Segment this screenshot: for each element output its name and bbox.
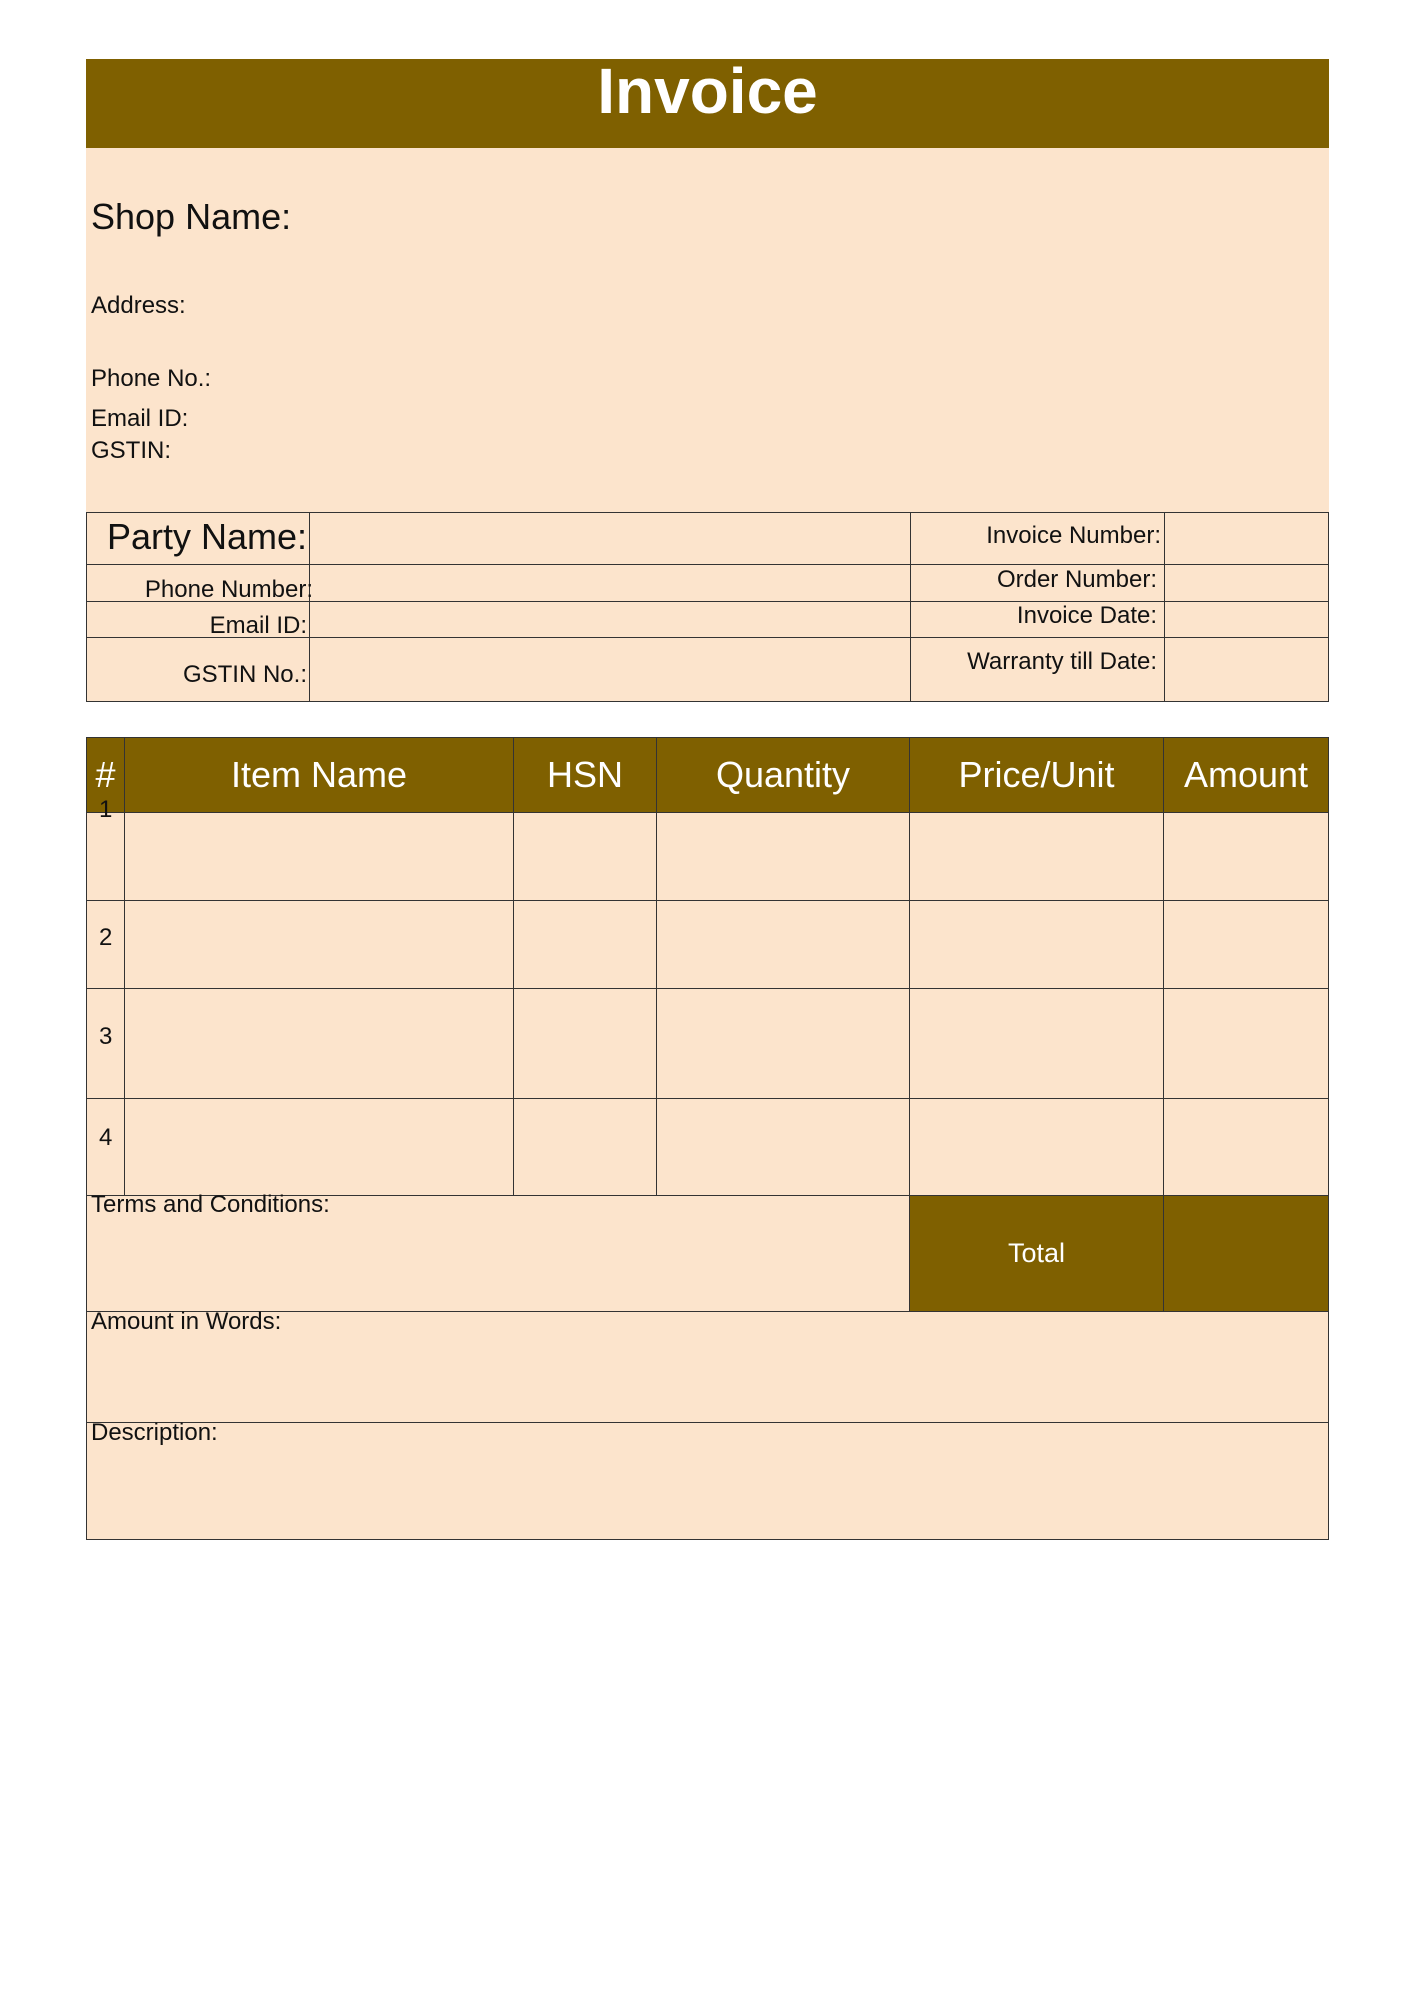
shop-address-label: Address:	[91, 292, 186, 319]
warranty-date-label: Warranty till Date:	[967, 648, 1157, 675]
row-number-4: 4	[99, 1124, 113, 1151]
party-gstin-label: GSTIN No.:	[182, 661, 307, 688]
table-row-4-price	[909, 1098, 1164, 1196]
invoice-title-bar	[86, 55, 1329, 148]
table-row-1-hsn	[513, 812, 657, 901]
col-header-item-name: Item Name	[124, 737, 514, 813]
row-number-3: 3	[99, 1023, 113, 1050]
table-row-1-number	[86, 812, 125, 901]
invoice-date-label: Invoice Date:	[1016, 602, 1157, 629]
table-row-2-hsn	[513, 900, 657, 989]
col-header-amount: Amount	[1163, 737, 1329, 813]
shop-gstin-label: GSTIN:	[91, 437, 172, 464]
table-row-2-price	[909, 900, 1164, 989]
row-number-2: 2	[99, 924, 113, 951]
table-row-1-amount	[1163, 812, 1329, 901]
order-number-label: Order Number:	[996, 566, 1157, 593]
table-row-2-amount	[1163, 900, 1329, 989]
items-table	[86, 737, 1329, 1540]
invoice-title: Invoice	[597, 55, 818, 127]
table-row-3-item	[124, 988, 514, 1099]
table-row-1-price	[909, 812, 1164, 901]
table-row-3-hsn	[513, 988, 657, 1099]
total-label-cell	[909, 1195, 1164, 1312]
table-row-2-quantity	[656, 900, 910, 989]
shop-name-label: Shop Name:	[91, 196, 292, 237]
party-email-label: Email ID:	[209, 612, 307, 639]
party-name-label: Party Name:	[106, 516, 307, 557]
invoice-number-label: Invoice Number:	[986, 522, 1161, 549]
col-header-price-unit: Price/Unit	[909, 737, 1164, 813]
table-row-3-price	[909, 988, 1164, 1099]
col-header-number: #	[86, 737, 125, 813]
table-row-1-quantity	[656, 812, 910, 901]
table-row-4-quantity	[656, 1098, 910, 1196]
table-row-1-item	[124, 812, 514, 901]
amount-in-words-label: Amount in Words:	[91, 1308, 282, 1335]
row-number-1: 1	[99, 796, 113, 823]
col-header-quantity: Quantity	[656, 737, 910, 813]
terms-label: Terms and Conditions:	[91, 1191, 330, 1218]
table-row-3-amount	[1163, 988, 1329, 1099]
party-phone-label: Phone Number:	[144, 576, 313, 603]
table-row-2-item	[124, 900, 514, 989]
shop-phone-label: Phone No.:	[91, 365, 212, 392]
table-row-4-hsn	[513, 1098, 657, 1196]
table-row-3-quantity	[656, 988, 910, 1099]
total-value-cell	[1163, 1195, 1329, 1312]
total-label: Total	[1007, 1238, 1066, 1268]
shop-email-label: Email ID:	[91, 405, 189, 432]
table-row-4-amount	[1163, 1098, 1329, 1196]
description-label: Description:	[91, 1419, 218, 1446]
description-cell	[86, 1422, 1329, 1540]
col-header-hsn: HSN	[513, 737, 657, 813]
table-row-4-item	[124, 1098, 514, 1196]
